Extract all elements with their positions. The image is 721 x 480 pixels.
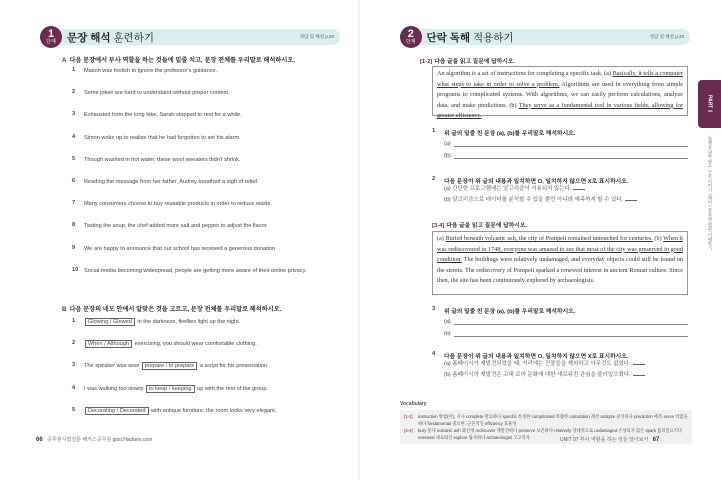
section-a-instruction — [62, 55, 295, 64]
vocab-tag: [3-4] — [404, 428, 413, 433]
line-label: (a) — [444, 141, 451, 147]
passage-text: Algorithms are used in everything from simple programs to complicated systems. With algorithms, we can easily perform calculations, analyze data, and make predictions. (b) — [437, 80, 683, 109]
item-pre: The speaker was wise — [84, 363, 141, 370]
title-light: 적용하기 — [470, 31, 514, 44]
vocabulary-title: Vocabulary — [400, 401, 427, 407]
underlined-sentence: Buried beneath volcanic ash, the city of Pompeii remained untouched for centuries. — [445, 235, 653, 242]
item-pre: I was walking too slowly — [84, 385, 145, 392]
item-text — [84, 362, 342, 384]
item-text: Though washed in hot water, these wool sweaters didn't shrink. — [84, 156, 241, 163]
item-number: 3 — [72, 362, 76, 369]
underlined-sentence: They serve as a fundamental tool in various fields, allowing for greater efficiency. — [437, 101, 683, 120]
right-header — [400, 28, 690, 46]
item-text: We are happy to announce that our school has received a generous donation. — [84, 245, 277, 252]
item-text — [84, 340, 342, 362]
answer-lines-3 — [444, 313, 688, 337]
item-text — [84, 318, 342, 340]
title-light: 훈련하기 — [110, 31, 154, 44]
step-badge — [400, 26, 422, 48]
page-number: 67 — [652, 437, 660, 443]
step-badge-number: 2 — [407, 27, 414, 40]
underlined-sentence: When it was rediscovered in 1748, everyone was amazed to see that most of the city was preserved in good condition. — [437, 235, 683, 264]
right-footer — [560, 436, 659, 443]
item-text: Some jokes are hard to understand without proper context. — [84, 90, 230, 97]
tf-item: (a) 간단한 프로그램에는 알고리즘이 사용되지 않는다. — [444, 184, 637, 195]
tf-blank[interactable] — [625, 200, 637, 201]
answer-line[interactable] — [444, 325, 688, 337]
item-text — [84, 385, 342, 407]
answer-lines-1 — [444, 135, 688, 159]
answer-line[interactable] — [444, 147, 688, 159]
question-text: 위 글의 밑줄 친 문장 (a), (b)를 우리말로 해석하시오. — [444, 131, 576, 137]
page-number: 66 — [36, 437, 43, 443]
question-text: 다음 문장이 위 글의 내용과 일치하면 O, 일치하지 않으면 X로 표시하시오. — [444, 179, 629, 185]
question-text: 다음 문장이 위 글의 내용과 일치하면 O, 일치하지 않으면 X로 표시하시오. — [444, 354, 629, 360]
item-number: 10 — [72, 266, 79, 273]
title-bold: 문장 해석 — [67, 31, 111, 44]
item-number: 8 — [72, 222, 76, 229]
item-number: 9 — [72, 244, 76, 251]
item-number: 3 — [72, 111, 76, 118]
item-post: exercising, you should wear comfortable clothing. — [133, 341, 257, 348]
list-item — [72, 385, 342, 407]
item-number: 4 — [72, 133, 76, 140]
list-item — [72, 318, 342, 340]
block-instruction: 다음 글을 읽고 질문에 답하시오. — [434, 59, 516, 65]
list-item — [72, 134, 342, 156]
item-text: Tasting the soup, the chef added more salt and pepper to adjust the flavor. — [84, 223, 268, 230]
item-number: 1 — [72, 67, 76, 73]
list-item — [72, 111, 342, 133]
vocab-tag: [1-2] — [404, 414, 413, 419]
list-item — [72, 267, 342, 293]
list-item — [72, 407, 342, 429]
step-badge-label: 단계 — [405, 38, 416, 45]
footer-text: UNIT 07 부사 역할을 하는 것들 알아보기 — [560, 437, 649, 443]
choice-box[interactable]: to keep / keeping — [146, 385, 195, 393]
list-item — [72, 362, 342, 384]
item-text: Exhausted from the long hike, Sarah stopped to rest for a while. — [84, 112, 242, 119]
block1-heading — [420, 56, 515, 65]
answer-hint: 정답 및 해설 p.20 — [299, 34, 334, 39]
instruction-text: 다음 문장의 네모 안에서 알맞은 것을 고르고, 문장 전체를 우리말로 해석하시오. — [69, 306, 282, 313]
title-bold: 단락 독해 — [426, 31, 471, 44]
underlined-sentence: Basically, it tells a computer what steps to take in order to solve a problem. — [437, 70, 683, 88]
tf-items-2 — [444, 184, 637, 206]
item-number: 7 — [72, 200, 76, 207]
header-bar — [414, 29, 690, 45]
list-item — [72, 156, 342, 178]
choice-box[interactable]: Glowing / Glowed — [85, 318, 135, 326]
footer-text: 공무원시험전문 해커스공무원 gosi.Hackers.com — [47, 437, 153, 443]
list-item — [72, 200, 342, 222]
line-label: (b) — [444, 331, 451, 337]
item-text: Social media becoming widespread, people are getting more aware of their online privacy. — [84, 267, 307, 274]
item-number: 1 — [72, 318, 76, 324]
item-post: with antique furniture, the room looks very elegant. — [149, 407, 277, 414]
block2-heading — [432, 220, 527, 229]
item-number: 6 — [72, 177, 76, 184]
section-b-instruction — [62, 304, 281, 313]
list-item — [72, 89, 342, 111]
block-instruction: 다음 글을 읽고 질문에 답하시오. — [446, 223, 528, 229]
page-title — [67, 30, 154, 45]
part-subtitle: 독해를 위한 필수 구문 익히기 | 해커스공무원 법원 이해하기 — [708, 136, 713, 250]
left-header — [40, 28, 340, 46]
header-bar — [54, 29, 340, 45]
page-title — [427, 30, 514, 45]
section-b-list — [72, 318, 342, 429]
tf-items-4 — [444, 359, 645, 381]
line-label: (b) — [444, 153, 451, 159]
block-tag: [3-4] — [432, 223, 445, 229]
choice-box[interactable]: prepare / to prepare — [142, 362, 197, 370]
item-number: 2 — [72, 340, 76, 347]
tf-blank[interactable] — [573, 189, 585, 190]
list-item — [72, 245, 342, 267]
item-post: a script for his presentation. — [198, 363, 269, 370]
block-tag: [1-2] — [420, 59, 433, 65]
item-number: 5 — [72, 406, 76, 413]
vocab-text: instruction 방법(이), 지시 complete 완료하다 specific 특정한 complicated 복잡한 calculation 계산 analyze 분석하다 prediction 예측 serve 역할을 하다 fundamental 중요한, 근본적인 efficiency 효율성 — [418, 414, 688, 426]
step-badge-number: 1 — [47, 27, 55, 40]
tf-item: (a) 폼페이시가 재발견되었을 때, 거리에는 건물들을 제외하고 아무것도 없었다. — [444, 359, 645, 370]
item-text: Reading the message from her father, Audrey breathed a sigh of relief. — [84, 178, 259, 185]
answer-line[interactable] — [444, 135, 688, 147]
section-letter: A — [62, 57, 67, 64]
item-number: 4 — [72, 384, 76, 391]
item-post: up with the rest of the group. — [195, 385, 268, 392]
item-number: 5 — [72, 155, 76, 162]
tf-item: (b) 알고리즘으로 데이터를 분석할 수 있을 뿐만 아니라 예측까지 할 수 있다. — [444, 195, 637, 206]
passage-text: (b) — [652, 235, 664, 242]
passage-2 — [432, 231, 688, 295]
step-badge — [40, 26, 62, 48]
list-item — [72, 178, 342, 200]
question-number: 2 — [432, 176, 436, 182]
question-number: 1 — [432, 128, 436, 134]
item-text: Simon woke up to realize that he had forgotten to set his alarm. — [84, 134, 241, 141]
choice-box[interactable]: When / Although — [85, 340, 132, 348]
question-text: 위 글의 밑줄 친 문장 (a), (b)를 우리말로 해석하시오. — [444, 309, 576, 315]
passage-text: An algorithm is a set of instructions for completing a specific task. (a) — [437, 70, 613, 77]
step-badge-label: 단계 — [46, 38, 56, 45]
vocab-text: bury 묻다 volcanic ash 화산재 rediscover 재발견하다 preserve 보존하다 relatively 상대적으로 undamaged 손상되지 않은 spark 불러일으키다 renewed 새로워진 explore 탐사하다 archaeologist 고고학자 — [418, 428, 683, 440]
instruction-text: 다음 문장에서 부사 역할을 하는 것들에 밑줄 치고, 문장 전체를 우리말로 해석하시오. — [69, 57, 296, 64]
item-number: 2 — [72, 89, 76, 96]
tf-blank[interactable] — [633, 364, 645, 365]
list-item — [72, 67, 342, 89]
item-text: Many consumers choose to buy reusable products in order to reduce waste. — [84, 201, 273, 208]
left-footer — [36, 436, 152, 443]
answer-line[interactable] — [444, 313, 688, 325]
section-a-list — [72, 67, 342, 293]
passage-1 — [432, 66, 688, 120]
item-text — [84, 407, 342, 429]
list-item — [72, 222, 342, 244]
line-label: (a) — [444, 319, 451, 325]
question-number: 4 — [432, 351, 436, 357]
item-text: Mason was foolish to ignore the professor's guidance. — [84, 68, 218, 74]
section-letter: B — [62, 306, 67, 313]
left-page — [0, 0, 360, 480]
part-tab[interactable]: PART 1 — [698, 80, 721, 128]
passage-text: (a) — [437, 235, 446, 242]
list-item — [72, 340, 342, 362]
choice-box[interactable]: Decorating / Decorated — [85, 407, 149, 415]
question-number: 3 — [432, 306, 436, 312]
tf-item: (b) 폼페이시의 재발견은 고대 로마 문화에 대한 새로워진 관심을 불러일으켰다. — [444, 370, 645, 381]
vocab-row — [404, 413, 688, 427]
item-post: in the darkness, fireflies light up the night. — [135, 319, 241, 325]
passage-text: The buildings were relatively undamaged, and everyday objects could still be found on the streets. The rediscovery of Pompeii sparked a renewed interest in ancient Roman culture. Since then, the site has been continuously explored by archaeologists. — [437, 256, 683, 285]
tf-blank[interactable] — [633, 375, 645, 376]
answer-hint: 정답 및 해설 p.20 — [649, 34, 684, 39]
